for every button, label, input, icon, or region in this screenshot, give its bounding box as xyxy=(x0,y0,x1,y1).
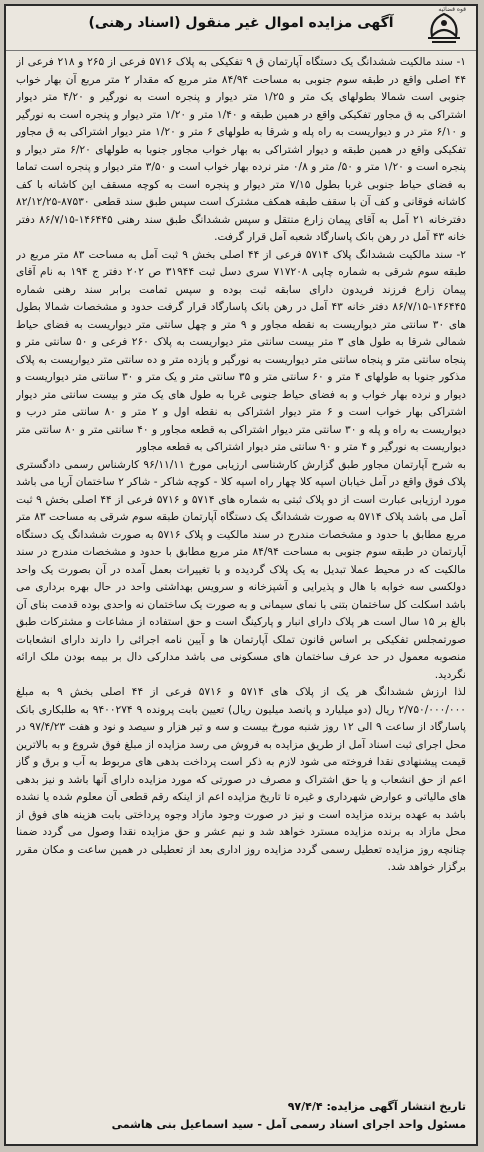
publish-date: تاریخ انتشار آگهی مزایده: ۹۷/۴/۴ xyxy=(287,1100,466,1113)
judiciary-caption: قوه قضائیه xyxy=(438,6,466,13)
notice-footer xyxy=(16,1098,466,1138)
paragraph-auction-terms: لذا ارزش ششدانگ هر یک از پلاک های ۵۷۱۴ و ۵۷۱۶ فرعی از ۴۴ اصلی بخش ۹ به مبلغ ۲/۷۵۰/۰۰۰/۰۰۰ ریال (دو میلیارد و پانصد میلیون ریال) تعیین بابت پرونده ۹ ۹۴۰۰۲۷۴ به طلبکاری بانک پاسارگاد از ساعت ۹ الی ۱۲ روز شنبه مورخ بیست و سه و تیر هزار و سیصد و نود و هفت ۹۷/۴/۲۳ در محل اجرای ثبت اسناد آمل از طریق مزایده به فروش می رسد مزایده از مبلغ فوق شروع و به بالاترین قیمت پیشنهادی نقدا فروخته می شود لازم به ذکر است پرداخت بدهی های مربوط به آب و برق و گاز اعم از حق انشعاب و یا حق اشتراک و مصرف در صورتی که مورد مزایده دارای آنها باشد و نیز بدهی های مالیاتی و عوارض شهرداری و غیره تا تاریخ مزایده اعم از اینکه رقم قطعی آن معلوم شده یا نشده باشد به عهده برنده مزایده است و نیز در صورت وجود مازاد وجوه پرداختی بابت هزینه های فوق از محل مازاد به برنده مزایده مسترد خواهد شد و نیم عشر و حق مزایده نقدا وصول می گردد ضمنا چنانچه روز مزایده تعطیل رسمی گردد مزایده روز اداری بعد از تعطیلی در همین ساعت و مکان مقرر برگزار خواهد شد. xyxy=(16,686,466,873)
notice-sheet xyxy=(4,4,478,1146)
notice-body xyxy=(16,54,466,1096)
signature-line: مسئول واحد اجرای اسناد رسمی آمل - سید اسماعیل بنی هاشمی xyxy=(111,1118,466,1131)
paragraph-property-2: ۲- سند مالکیت ششدانگ پلاک ۵۷۱۴ فرعی از ۴۴ اصلی بخش ۹ ثبت آمل به مساحت ۸۳ متر مربع در طبقه سوم شرقی به شماره چاپی ۷۱۷۲۰۸ سری دسل ثبت ۳۱۹۴۴ ص ۲۰۲ دفتر ج ۱۹۴ به نام آقای پیمان زارع فرزند فریدون دارای سابقه ثبت بوده و سپس تمامت برابر سند رهنی شماره ۱۴۶۴۴۵-۸۶/۷/۱۵ دفتر خانه ۴۳ آمل در رهن بانک پاسارگاد قرار گرفت حدود و مشخصات شمالا بطول های ۳۰ سانتی متر دیواریست به نقطه مجاور و ۹ متر و چهل سانتی متر دیواریست به فضای حیاط شمالی شرقا به طول های ۳ متر بیست سانتی متر دیواریست به پلاک ۲۶۰ فرعی و ۵۰ سانتی متر و پنجاه سانتی متر و پنجاه سانتی متر دیواریست به نورگیر و یازده متر و ده سانتی متر دیواریست به پلاک مذکور جنوبا به طولهای ۴ متر و ۶۰ سانتی متر و ۳۵ سانتی متر و یک متر و ۳۰ سانتی متر دیواریست و دیوار و نرده بهار خواب و به فضای حیاط جنوبی غربا به طول های یک متر و بیست سانتی متر دیوار اشتراکی بهار خواب است و ۶ متر دیوار اشتراکی به نقطه اول و ۲ متر و ۸۰ سانتی متر درب و دیواریست به راه و پله و ۳۰ سانتی متر دیوار اشتراکی به قطعه مجاور و ۴۰ سانتی متر و ۸۰ سانتی متر دیواریست به نورگیر و ۴ متر و ۹۰ سانتی متر دیوار اشتراکی به قطعه مجاور xyxy=(16,248,466,453)
paragraph-property-1: ۱- سند مالکیت ششدانگ یک دستگاه آپارتمان ق ۹ تفکیکی به پلاک ۵۷۱۶ فرعی از ۲۶۵ و ۲۱۸ فرعی از ۴۴ اصلی واقع در طبقه سوم جنوبی به مساحت ۸۴/۹۴ متر مربع که مقدار ۲ متر مربع آن بهار خواب جنوبی است شمالا بطولهای یک متر و ۱/۲۵ متر دیوار و پنجره است به نورگیر و ۴/۲۰ متر دیوار اشتراکی به ق مجاور تفکیکی واقع در همین طبقه و ۱/۴۰ متر و ۱/۲۰ متر دیوار و پنجره است به نورگیر و ۶/۱۰ متر در و دیواریست به راه پله و شرقا به طولهای ۶ متر و ۱/۲۰ متر دیوار اشتراکی به ق مجاور تفکیکی واقع در همین طبقه و دیوار اشتراکی به بهار خواب مجاور جنوبا به طولهای ۶/۲۰ متر دیوار و پنجره است و ۱/۲۰ متر و ۵۰/ متر و ۰/۸ متر نرده بهار خواب است و ۳/۵۰ متر دیوار و پنجره است تماما به فضای حیاط جنوبی غربا بطول ۷/۱۵ متر دیوار و پنجره است به کوچه مسقف این کاشانه با کف کاشانه فوقانی و کف آن با سقف طبقه همکف مشترک است سپس طبق سند قطعی ۸۷۵۳۰-۸۲/۱۲/۲۵ دفترخانه ۲۱ آمل به آقای پیمان زارع منتقل و سپس ششدانگ طبق سند رهنی ۱۴۶۴۴۵-۸۶/۷/۱۵ دفتر خانه ۴۳ آمل در رهن بانک پاسارگاد شعبه آمل قرار گرفت. xyxy=(16,56,466,243)
notice-header xyxy=(6,6,476,51)
judiciary-emblem-icon xyxy=(420,8,468,48)
paragraph-appraisal: به شرح آپارتمان مجاور طبق گزارش کارشناسی ارزیابی مورخ ۹۶/۱۱/۱۱ کارشناس رسمی دادگستری پلاک فوق واقع در آمل خیابان اسپه کلا چهار راه اسپه کلا - کوچه شاکر - شاکر ۲ ساختمان آریا می باشد مورد ارزیابی عبارت است از دو پلاک ثبتی به شماره های ۵۷۱۴ و ۵۷۱۶ فرعی از ۴۴ اصلی بخش ۹ ثبت آمل می باشد پلاک ۵۷۱۴ به صورت ششدانگ یک دستگاه آپارتمان طبقه سوم شرقی به مساحت ۸۳ متر مربع مطابق با حدود و مشخصات مندرج در سند مالکیت و پلاک ۵۷۱۶ به صورت ششدانگ یک دستگاه آپارتمان در طبقه سوم جنوبی به مساحت ۸۴/۹۴ متر مربع مطابق با حدود و مشخصات مندرج در سند مالکیت که در محیط عملا تبدیل به یک پلاک گردیده و با تغییرات بعمل آمده در آن بصورت یک واحد دولکسی سه خوابه با هال و پذیرایی و آشپزخانه و سرویس بهداشتی واحد در حال بهره برداری می باشد اسکلت کل ساختمان بتنی با نمای سیمانی و به صورت یک ساختمان نه واحدی بوده قدمت بنای آن بالغ بر ۱۵ سال است هر پلاک دارای انبار و پارکینگ است و حق استفاده از مشاعات و مشترکات طبق صورتمجلس تفکیکی بر اساس قانون تملک آپارتمان ها و آیین نامه اجرائی را دارند دارای انشعابات منصوبه معمول در حد عرف ساختمان های مسکونی می باشد مدارکی دال بر بیمه بودن ملک ارائه نگردید. xyxy=(16,458,466,681)
notice-title: آگهی مزایده اموال غیر منقول (اسناد رهنی) xyxy=(88,15,394,31)
